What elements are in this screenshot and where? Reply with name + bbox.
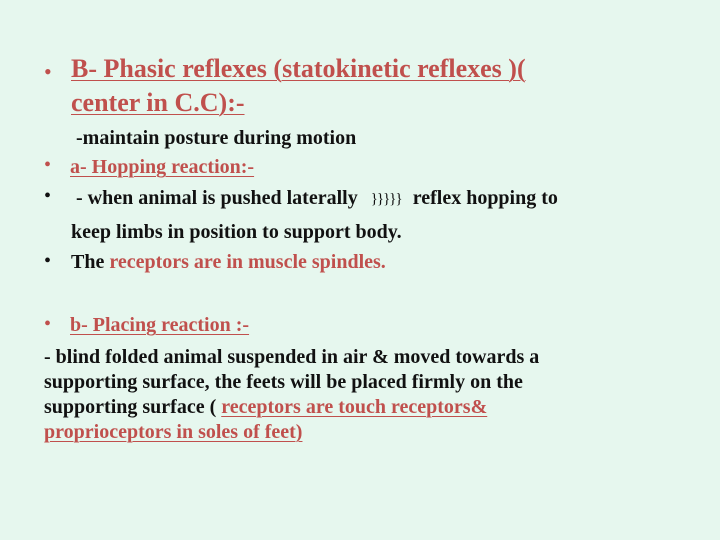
supporting-surface-text: supporting surface ( bbox=[44, 396, 217, 418]
bullet-receptors: • bbox=[44, 250, 52, 272]
title-line-1: B- Phasic reflexes (statokinetic reflexes )( bbox=[71, 54, 526, 83]
bullet-hopping: • bbox=[44, 154, 52, 176]
touch-receptors-text: receptors are touch receptors& bbox=[221, 396, 488, 418]
bullet-title: • bbox=[44, 59, 52, 84]
maintain-posture-line: -maintain posture during motion bbox=[76, 127, 357, 149]
blind-folded-line: - blind folded animal suspended in air & moved towards a bbox=[44, 346, 540, 368]
supporting-surface-line-1: supporting surface, the feets will be placed firmly on the bbox=[44, 371, 523, 393]
placing-reaction-heading: b- Placing reaction :- bbox=[70, 314, 250, 336]
supporting-surface-line-2 bbox=[44, 395, 487, 420]
pushed-text: - when animal is pushed laterally bbox=[76, 187, 358, 209]
proprioceptors-line: proprioceptors in soles of feet) bbox=[44, 421, 303, 443]
title-line-2: center in C.C):- bbox=[71, 88, 245, 117]
bullet-placing: • bbox=[44, 313, 52, 335]
keep-limbs-line: keep limbs in position to support body. bbox=[71, 221, 402, 243]
pushed-laterally-line bbox=[76, 186, 558, 213]
reflex-hopping-text: reflex hopping to bbox=[412, 187, 558, 209]
the-text: The bbox=[71, 251, 105, 273]
muscle-spindles-text: receptors are in muscle spindles. bbox=[109, 251, 386, 273]
bullet-pushed: • bbox=[44, 185, 52, 207]
receptors-line bbox=[71, 250, 386, 275]
arrow-braces: }}}}} bbox=[370, 191, 402, 207]
hopping-reaction-heading: a- Hopping reaction:- bbox=[70, 156, 255, 178]
